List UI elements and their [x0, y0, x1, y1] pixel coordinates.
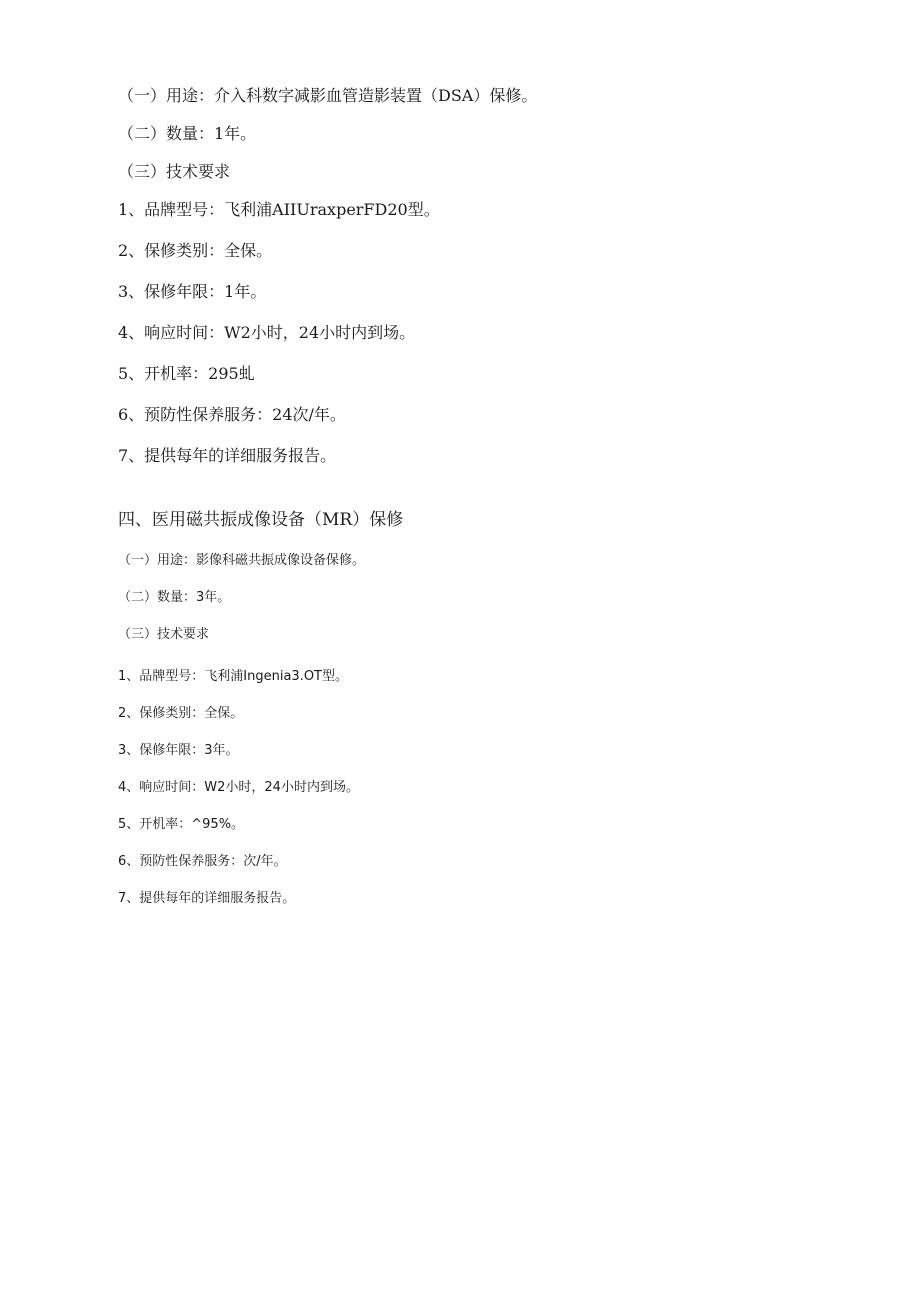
mr-tech-title: （三）技术要求 — [118, 627, 210, 642]
mr-purpose: （一）用途：影像科磁共振成像设备保修。 — [118, 553, 366, 568]
dsa-item-uptime: 5、开机率：295虬 — [118, 364, 255, 383]
dsa-purpose: （一）用途：介入科数字减影血管造影装置（DSA）保修。 — [118, 86, 538, 105]
mr-item-maintenance: 6、预防性保养服务：次/年。 — [118, 854, 287, 869]
mr-item-category: 2、保修类别：全保。 — [118, 706, 244, 721]
mr-item-report: 7、提供每年的详细服务报告。 — [118, 891, 296, 906]
dsa-item-brand: 1、品牌型号：飞利浦AIIUraxperFD20型。 — [118, 200, 440, 219]
dsa-item-years: 3、保修年限：1年。 — [118, 282, 267, 301]
dsa-tech-title: （三）技术要求 — [118, 162, 231, 181]
mr-item-brand: 1、品牌型号：飞利浦Ingenia3.OT型。 — [118, 669, 348, 684]
mr-item-years: 3、保修年限：3年。 — [118, 743, 239, 758]
dsa-item-response: 4、响应时间：W2小时，24小时内到场。 — [118, 323, 416, 342]
mr-section-heading: 四、医用磁共振成像设备（MR）保修 — [118, 510, 404, 530]
dsa-quantity: （二）数量：1年。 — [118, 124, 257, 143]
mr-item-response: 4、响应时间：W2小时，24小时内到场。 — [118, 780, 359, 795]
mr-quantity: （二）数量：3年。 — [118, 590, 231, 605]
dsa-item-category: 2、保修类别：全保。 — [118, 241, 273, 260]
dsa-item-maintenance: 6、预防性保养服务：24次/年。 — [118, 405, 346, 424]
mr-item-uptime: 5、开机率：^95%。 — [118, 817, 245, 832]
dsa-item-report: 7、提供每年的详细服务报告。 — [118, 446, 337, 465]
